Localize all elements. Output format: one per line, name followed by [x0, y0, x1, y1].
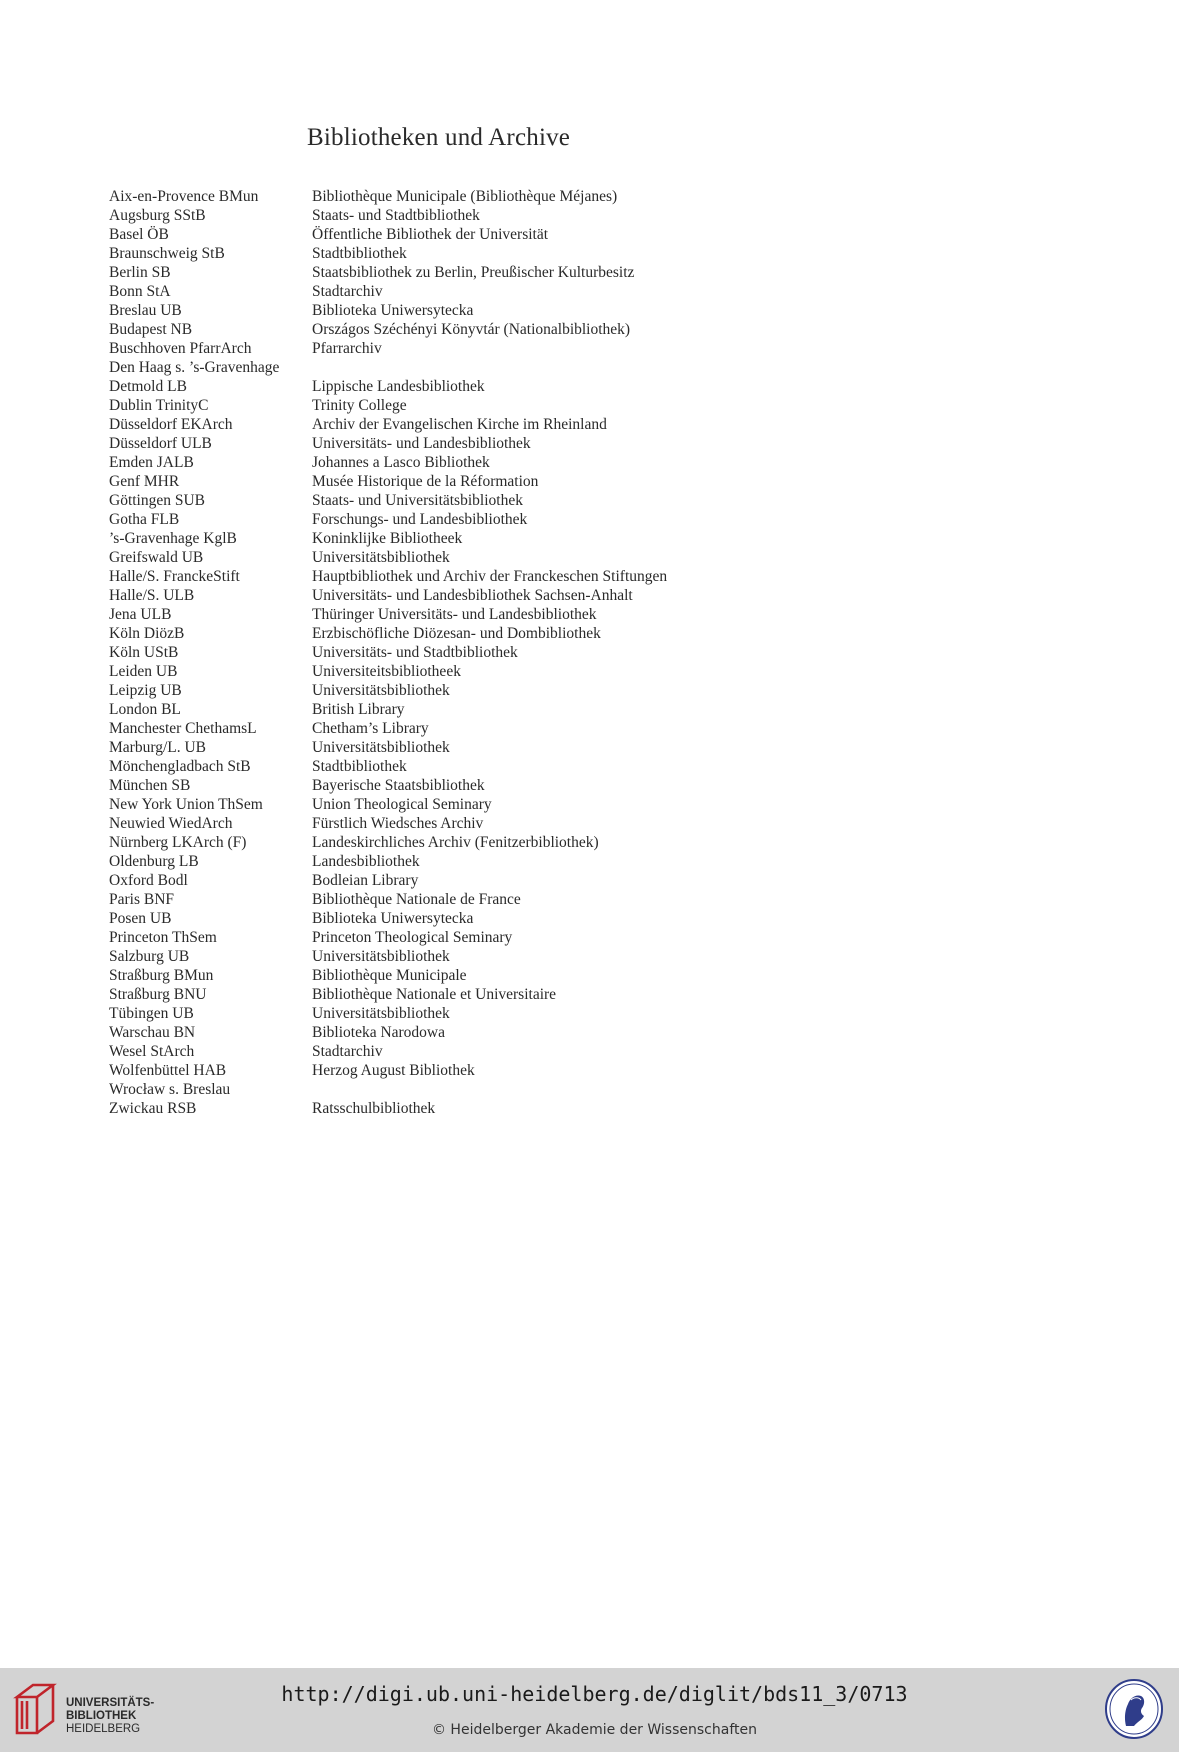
library-list — [109, 187, 749, 1118]
library-entry — [109, 472, 749, 491]
library-full-name: Universitätsbibliothek — [312, 549, 450, 566]
library-entry — [109, 966, 749, 985]
library-entry — [109, 434, 749, 453]
library-entry — [109, 814, 749, 833]
library-entry — [109, 738, 749, 757]
library-entry — [109, 605, 749, 624]
library-entry — [109, 548, 749, 567]
library-full-name: Landeskirchliches Archiv (Fenitzerbibliothek) — [312, 834, 599, 851]
library-entry — [109, 890, 749, 909]
library-full-name: British Library — [312, 701, 405, 718]
library-abbreviation: Paris BNF — [109, 891, 175, 908]
library-full-name: Chetham’s Library — [312, 720, 429, 737]
logo-line-2: BIBLIOTHEK — [66, 1710, 137, 1722]
library-full-name: Trinity College — [312, 397, 407, 414]
library-entry — [109, 928, 749, 947]
library-full-name: Universitäts- und Stadtbibliothek — [312, 644, 518, 661]
library-entry — [109, 282, 749, 301]
library-entry — [109, 510, 749, 529]
library-entry — [109, 947, 749, 966]
library-abbreviation: Köln DiözB — [109, 625, 185, 642]
library-full-name: Országos Széchényi Könyvtár (Nationalbibliothek) — [312, 321, 631, 338]
library-full-name: Landesbibliothek — [312, 853, 420, 870]
library-abbreviation: Manchester ChethamsL — [109, 720, 257, 737]
library-abbreviation: Mönchengladbach StB — [109, 758, 251, 775]
library-full-name: Thüringer Universitäts- und Landesbibliothek — [312, 606, 597, 623]
library-full-name: Princeton Theological Seminary — [312, 929, 513, 946]
library-entry — [109, 301, 749, 320]
library-entry — [109, 719, 749, 738]
library-entry — [109, 567, 749, 586]
library-entry — [109, 1061, 749, 1080]
library-full-name: Bodleian Library — [312, 872, 419, 889]
library-abbreviation: Augsburg SStB — [109, 207, 206, 224]
library-entry — [109, 529, 749, 548]
academy-seal-icon[interactable] — [1104, 1678, 1164, 1740]
library-abbreviation: Jena ULB — [109, 606, 172, 623]
library-full-name: Herzog August Bibliothek — [312, 1062, 475, 1079]
library-entry — [109, 662, 749, 681]
library-entry — [109, 1042, 749, 1061]
library-entry — [109, 833, 749, 852]
library-entry — [109, 871, 749, 890]
library-full-name: Universitätsbibliothek — [312, 948, 450, 965]
library-entry — [109, 985, 749, 1004]
library-abbreviation: Bonn StA — [109, 283, 171, 300]
library-abbreviation: Nürnberg LKArch (F) — [109, 834, 247, 851]
library-full-name: Bibliothèque Nationale de France — [312, 891, 521, 908]
library-entry — [109, 681, 749, 700]
library-full-name: Forschungs- und Landesbibliothek — [312, 511, 528, 528]
library-full-name: Universiteitsbibliotheek — [312, 663, 461, 680]
library-entry — [109, 263, 749, 282]
logo-line-3: HEIDELBERG — [66, 1723, 141, 1735]
library-abbreviation: Genf MHR — [109, 473, 180, 490]
library-abbreviation: Breslau UB — [109, 302, 182, 319]
library-full-name: Fürstlich Wiedsches Archiv — [312, 815, 484, 832]
library-full-name: Biblioteka Uniwersytecka — [312, 910, 474, 927]
library-abbreviation: Halle/S. ULB — [109, 587, 195, 604]
library-entry — [109, 1099, 749, 1118]
library-full-name: Universitäts- und Landesbibliothek Sachsen-Anhalt — [312, 587, 633, 604]
library-entry — [109, 909, 749, 928]
library-abbreviation: Tübingen UB — [109, 1005, 194, 1022]
logo-line-1: UNIVERSITÄTS- — [66, 1697, 155, 1709]
library-abbreviation: München SB — [109, 777, 191, 794]
library-entry — [109, 624, 749, 643]
library-full-name: Stadtarchiv — [312, 1043, 383, 1060]
library-abbreviation: Leiden UB — [109, 663, 178, 680]
library-abbreviation: Greifswald UB — [109, 549, 204, 566]
library-entry — [109, 225, 749, 244]
library-abbreviation: Wesel StArch — [109, 1043, 195, 1060]
library-abbreviation: Detmold LB — [109, 378, 187, 395]
library-abbreviation: Gotha FLB — [109, 511, 180, 528]
library-abbreviation: Leipzig UB — [109, 682, 182, 699]
library-full-name: Stadtbibliothek — [312, 245, 407, 262]
library-full-name: Staatsbibliothek zu Berlin, Preußischer Kulturbesitz — [312, 264, 635, 281]
library-entry — [109, 491, 749, 510]
library-entry — [109, 339, 749, 358]
library-full-name: Staats- und Universitätsbibliothek — [312, 492, 523, 509]
footer-bar — [0, 1668, 1179, 1752]
library-full-name — [312, 358, 749, 377]
library-full-name: Universitäts- und Landesbibliothek — [312, 435, 531, 452]
library-entry — [109, 206, 749, 225]
library-entry — [109, 320, 749, 339]
library-abbreviation: Straßburg BMun — [109, 967, 214, 984]
library-abbreviation: Salzburg UB — [109, 948, 190, 965]
library-abbreviation: Dublin TrinityC — [109, 397, 209, 414]
library-full-name: Bibliothèque Nationale et Universitaire — [312, 986, 557, 1003]
library-abbreviation: Marburg/L. UB — [109, 739, 207, 756]
library-full-name: Bibliothèque Municipale — [312, 967, 467, 984]
library-entry — [109, 358, 749, 377]
library-abbreviation: Zwickau RSB — [109, 1100, 197, 1117]
library-entry — [109, 453, 749, 472]
library-full-name: Biblioteka Narodowa — [312, 1024, 446, 1041]
library-abbreviation: Warschau BN — [109, 1024, 196, 1041]
copyright-notice: © Heidelberger Akademie der Wissenschaften — [431, 1722, 757, 1738]
library-full-name: Archiv der Evangelischen Kirche im Rheinland — [312, 416, 607, 433]
library-entry — [109, 377, 749, 396]
library-entry — [109, 776, 749, 795]
library-full-name: Union Theological Seminary — [312, 796, 492, 813]
library-full-name — [312, 1080, 749, 1099]
library-abbreviation: Oldenburg LB — [109, 853, 199, 870]
library-abbreviation: Aix-en-Provence BMun — [109, 188, 259, 205]
library-abbreviation: Posen UB — [109, 910, 172, 927]
library-full-name: Öffentliche Bibliothek der Universität — [312, 226, 549, 243]
library-entry — [109, 415, 749, 434]
library-entry — [109, 586, 749, 605]
library-full-name: Hauptbibliothek und Archiv der Franckeschen Stiftungen — [312, 568, 668, 585]
library-full-name: Erzbischöfliche Diözesan- und Dombibliothek — [312, 625, 601, 642]
library-entry — [109, 244, 749, 263]
library-full-name: Stadtarchiv — [312, 283, 383, 300]
library-abbreviation: Halle/S. FranckeStift — [109, 568, 240, 585]
library-abbreviation: Budapest NB — [109, 321, 193, 338]
permalink-url[interactable]: http://digi.ub.uni-heidelberg.de/diglit/bds11_3/0713 — [281, 1682, 908, 1706]
library-abbreviation: Oxford Bodl — [109, 872, 188, 889]
library-abbreviation: Berlin SB — [109, 264, 171, 281]
library-full-name: Universitätsbibliothek — [312, 739, 450, 756]
library-abbreviation: Braunschweig StB — [109, 245, 225, 262]
library-full-name: Ratsschulbibliothek — [312, 1100, 436, 1117]
library-full-name: Bibliothèque Municipale (Bibliothèque Méjanes) — [312, 188, 618, 205]
library-abbreviation: Göttingen SUB — [109, 492, 206, 509]
library-abbreviation: Köln UStB — [109, 644, 179, 661]
library-abbreviation: London BL — [109, 701, 181, 718]
library-full-name: Johannes a Lasco Bibliothek — [312, 454, 490, 471]
library-abbreviation: Neuwied WiedArch — [109, 815, 233, 832]
library-entry — [109, 1080, 749, 1099]
page-title: Bibliotheken und Archive — [307, 124, 571, 151]
library-full-name: Staats- und Stadtbibliothek — [312, 207, 480, 224]
library-full-name: Biblioteka Uniwersytecka — [312, 302, 474, 319]
library-full-name: Pfarrarchiv — [312, 340, 382, 357]
library-full-name: Universitätsbibliothek — [312, 682, 450, 699]
library-abbreviation: Buschhoven PfarrArch — [109, 340, 252, 357]
library-entry — [109, 1023, 749, 1042]
library-entry — [109, 396, 749, 415]
library-abbreviation: Emden JALB — [109, 454, 194, 471]
library-abbreviation: Princeton ThSem — [109, 929, 217, 946]
library-abbreviation: Wolfenbüttel HAB — [109, 1062, 227, 1079]
library-full-name: Universitätsbibliothek — [312, 1005, 450, 1022]
library-abbreviation: Düsseldorf EKArch — [109, 416, 233, 433]
library-entry — [109, 1004, 749, 1023]
library-abbreviation: New York Union ThSem — [109, 796, 263, 813]
library-abbreviation: Düsseldorf ULB — [109, 435, 212, 452]
library-entry — [109, 757, 749, 776]
library-full-name: Bayerische Staatsbibliothek — [312, 777, 485, 794]
library-abbreviation: Den Haag s. ’s-Gravenhage — [109, 359, 280, 376]
library-abbreviation: ’s-Gravenhage KglB — [109, 530, 237, 547]
library-full-name: Musée Historique de la Réformation — [312, 473, 539, 490]
library-entry — [109, 643, 749, 662]
library-abbreviation: Wrocław s. Breslau — [109, 1081, 231, 1098]
library-abbreviation: Straßburg BNU — [109, 986, 207, 1003]
library-full-name: Stadtbibliothek — [312, 758, 407, 775]
library-entry — [109, 187, 749, 206]
library-full-name: Lippische Landesbibliothek — [312, 378, 485, 395]
library-full-name: Koninklijke Bibliotheek — [312, 530, 463, 547]
library-abbreviation: Basel ÖB — [109, 226, 169, 243]
library-entry — [109, 795, 749, 814]
library-entry — [109, 852, 749, 871]
library-entry — [109, 700, 749, 719]
